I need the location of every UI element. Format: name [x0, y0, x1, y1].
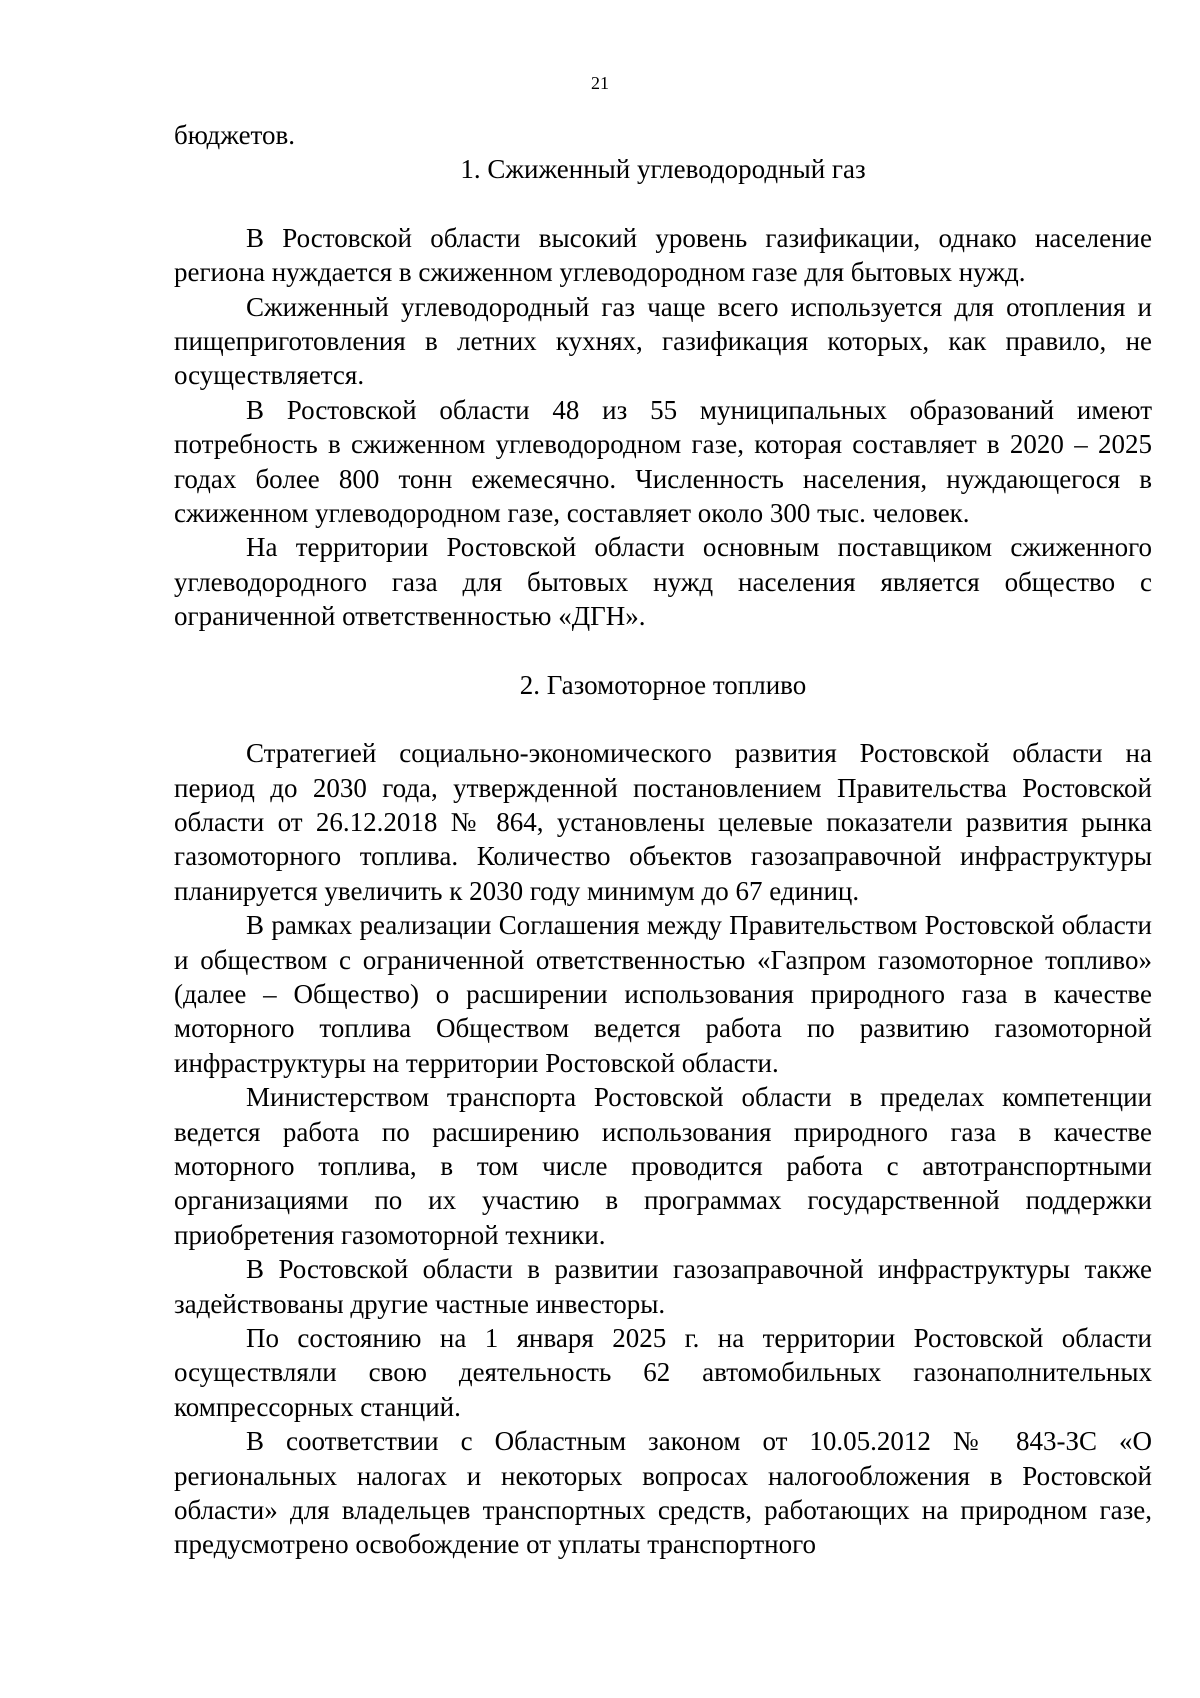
section-heading-gas-motor-fuel: 2. Газомоторное топливо	[519, 669, 807, 700]
continued-text: бюджетов.	[174, 120, 295, 150]
page-number: 21	[591, 73, 609, 93]
paragraph: В Ростовской области в развитии газозаправочной инфраструктуры также задействованы другие частные инвесторы.	[174, 1254, 1152, 1319]
section-heading-lpg: 1. Сжиженный углеводородный газ	[460, 154, 866, 185]
paragraph: Сжиженный углеводородный газ чаще всего используется для отопления и пищеприготовления в летних кухнях, газификация которых, как правило, не осуществляется.	[174, 291, 1152, 391]
paragraph: На территории Ростовской области основным поставщиком сжиженного углеводородного газа для бытовых нужд населения является общество с ограниченной ответственностью «ДГН».	[174, 532, 1152, 632]
paragraph: В Ростовской области высокий уровень газификации, однако население региона нуждается в сжиженном углеводородном газе для бытовых нужд.	[174, 222, 1152, 288]
paragraph: В Ростовской области 48 из 55 муниципальных образований имеют потребность в сжиженном углеводородном газе, которая составляет в 2020 – 2025 годах более 800 тонн ежемесячно. Численность населения, нуждающегося в сжиженном углеводородном газе, составляет около 300 тыс. человек.	[174, 394, 1152, 529]
paragraph: Стратегией социально-экономического развития Ростовской области на период до 2030 года, утвержденной постановлением Правительства Ростовской области от 26.12.2018 № 864, установлены целевые показатели развития рынка газомоторного топлива. Количество объектов газозаправочной инфраструктуры планируется увеличить к 2030 году минимум до 67 единиц.	[174, 738, 1152, 906]
paragraph: В соответствии с Областным законом от 10.05.2012 № 843-ЗС «О региональных налогах и некоторых вопросах налогообложения в Ростовской области» для владельцев транспортных средств, работающих на природном газе, предусмотрено освобождение от уплаты транспортного	[174, 1426, 1152, 1560]
paragraph: В рамках реализации Соглашения между Правительством Ростовской области и обществом с ограниченной ответственностью «Газпром газомоторное топливо» (далее – Общество) о расширении использования природного газа в качестве моторного топлива Обществом ведется работа по развитию газомоторной инфраструктуры на территории Ростовской области.	[174, 910, 1152, 1078]
document-body	[174, 118, 1152, 1562]
paragraph: Министерством транспорта Ростовской области в пределах компетенции ведется работа по расширению использования природного газа в качестве моторного топлива, в том числе проводится работа с автотранспортными организациями по их участию в программах государственной поддержки приобретения газомоторной техники.	[174, 1082, 1152, 1250]
paragraph: По состоянию на 1 января 2025 г. на территории Ростовской области осуществляли свою деятельность 62 автомобильных газонаполнительных компрессорных станций.	[174, 1323, 1152, 1422]
